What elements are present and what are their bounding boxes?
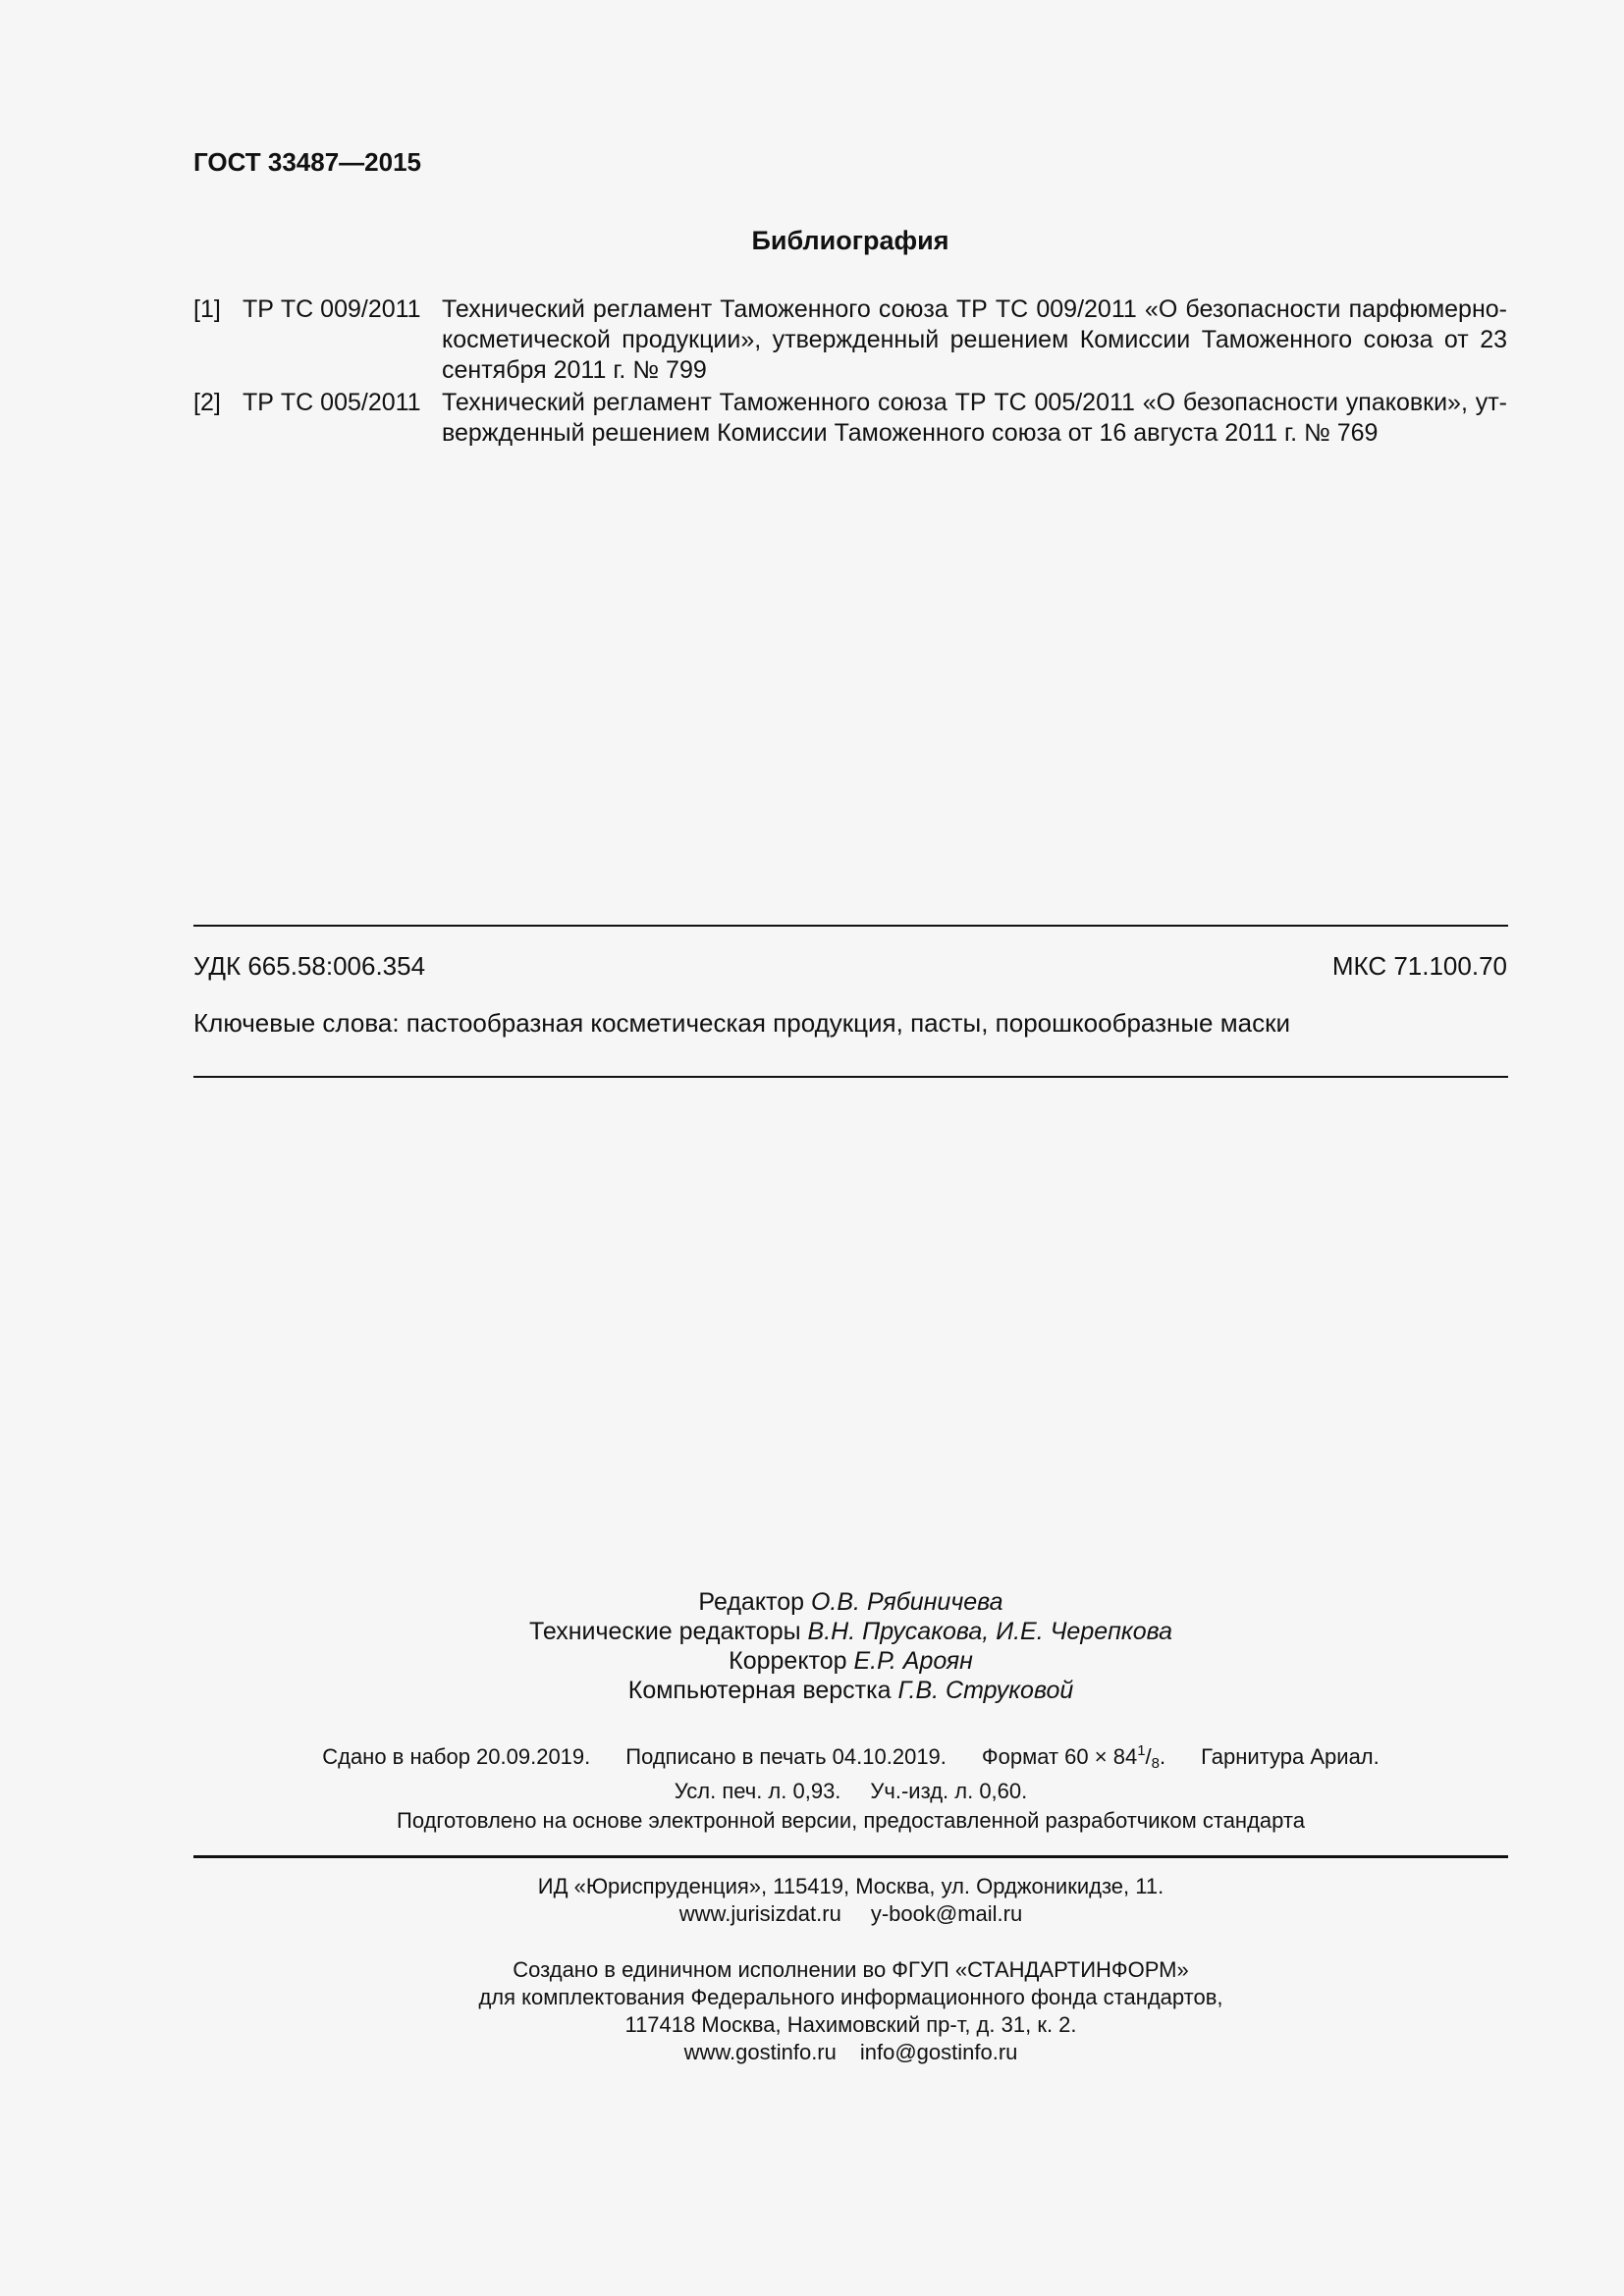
created-line-2: для комплектования Федерального информационного фонда стандартов,: [478, 1985, 1223, 2009]
bibliography-item-text: Технический регламент Таможенного союза ТР ТС 009/2011 «О безопасности парфюмерно-косметической продукции», утвержденный решением Комиссии Таможенного союза от 23 сентября 2011 г. № 799: [442, 295, 1507, 384]
created-contacts: [193, 2039, 1508, 2066]
bibliography-item-code: ТР ТС 009/2011: [243, 295, 421, 323]
pub-sheets: Уч.-изд. л. 0,60.: [870, 1779, 1028, 1803]
credit-tech-editors-names: В.Н. Прусакова, И.Е. Черепкова: [807, 1618, 1173, 1645]
credit-corrector-name: Е.Р. Ароян: [853, 1647, 973, 1675]
print-typeface: Гарнитура Ариал.: [1201, 1744, 1380, 1769]
divider-publisher: [193, 1855, 1508, 1858]
divider-top: [193, 925, 1508, 927]
credit-layout: [193, 1676, 1508, 1705]
credit-corrector-label: Корректор: [729, 1647, 847, 1675]
created-block: [193, 1956, 1508, 2066]
created-line-3: 117418 Москва, Нахимовский пр-т, д. 31, к. 2.: [624, 2012, 1077, 2037]
keywords: Ключевые слова: пастообразная косметическая продукция, пасты, порошкообразные маски: [193, 1008, 1290, 1038]
publisher-address: ИД «Юриспруденция», 115419, Москва, ул. Орджоникидзе, 11.: [537, 1874, 1164, 1898]
credit-tech-editors-label: Технические редакторы: [528, 1618, 801, 1645]
credit-corrector: [193, 1646, 1508, 1676]
credit-editor-label: Редактор: [698, 1588, 805, 1616]
print-format-prefix: Формат 60 × 84: [981, 1744, 1138, 1769]
print-sheets: Усл. печ. л. 0,93.: [674, 1779, 841, 1803]
credit-editor-name: О.В. Рябиничева: [810, 1588, 1003, 1616]
print-format-suffix: .: [1160, 1744, 1166, 1769]
bibliography-item: [193, 294, 1507, 386]
publisher-contacts: [193, 1900, 1508, 1928]
publisher-email: y-book@mail.ru: [870, 1901, 1023, 1926]
print-format-numerator: 1: [1137, 1742, 1146, 1759]
print-format-denominator: 8: [1151, 1755, 1160, 1772]
bibliography-item-text: Технический регламент Таможенного союза ТР ТС 005/2011 «О безопасности упаковки», утвержденный решением Комиссии Таможенного союза от 16 августа 2011 г. № 769: [442, 389, 1507, 447]
divider-bottom: [193, 1076, 1508, 1078]
publisher-block: [193, 1873, 1508, 1928]
print-format: [981, 1742, 1166, 1772]
bibliography-title: Библиография: [751, 226, 949, 255]
bibliography-item-number: [2]: [193, 389, 221, 416]
credit-layout-label: Компьютерная верстка: [627, 1677, 892, 1704]
print-format-slash: /: [1145, 1744, 1152, 1769]
bibliography-item-number: [1]: [193, 295, 221, 323]
credit-layout-name: Г.В. Струковой: [897, 1677, 1074, 1704]
credit-editor: [193, 1587, 1508, 1617]
print-info: [193, 1737, 1508, 1805]
bibliography-item: [193, 388, 1507, 449]
publisher-website: www.jurisizdat.ru: [678, 1901, 841, 1926]
print-signed: Подписано в печать 04.10.2019.: [625, 1744, 947, 1769]
mks-code: МКС 71.100.70: [1331, 951, 1507, 981]
print-info-line-2: [193, 1778, 1508, 1805]
bibliography-list: [193, 294, 1507, 451]
created-line-1: Создано в единичном исполнении во ФГУП «СТАНДАРТИНФОРМ»: [513, 1957, 1189, 1982]
created-website: www.gostinfo.ru: [683, 2040, 837, 2064]
print-submitted: Сдано в набор 20.09.2019.: [322, 1744, 591, 1769]
credit-tech-editors: [193, 1617, 1508, 1646]
prepared-note: Подготовлено на основе электронной версии, предоставленной разработчиком стандарта: [397, 1808, 1305, 1833]
credits-block: [193, 1587, 1508, 1705]
created-email: info@gostinfo.ru: [859, 2040, 1018, 2064]
document-code: ГОСТ 33487—2015: [193, 147, 421, 177]
print-info-line-1: [193, 1737, 1508, 1778]
udk-code: УДК 665.58:006.354: [193, 951, 426, 981]
bibliography-item-code: ТР ТС 005/2011: [243, 389, 421, 416]
